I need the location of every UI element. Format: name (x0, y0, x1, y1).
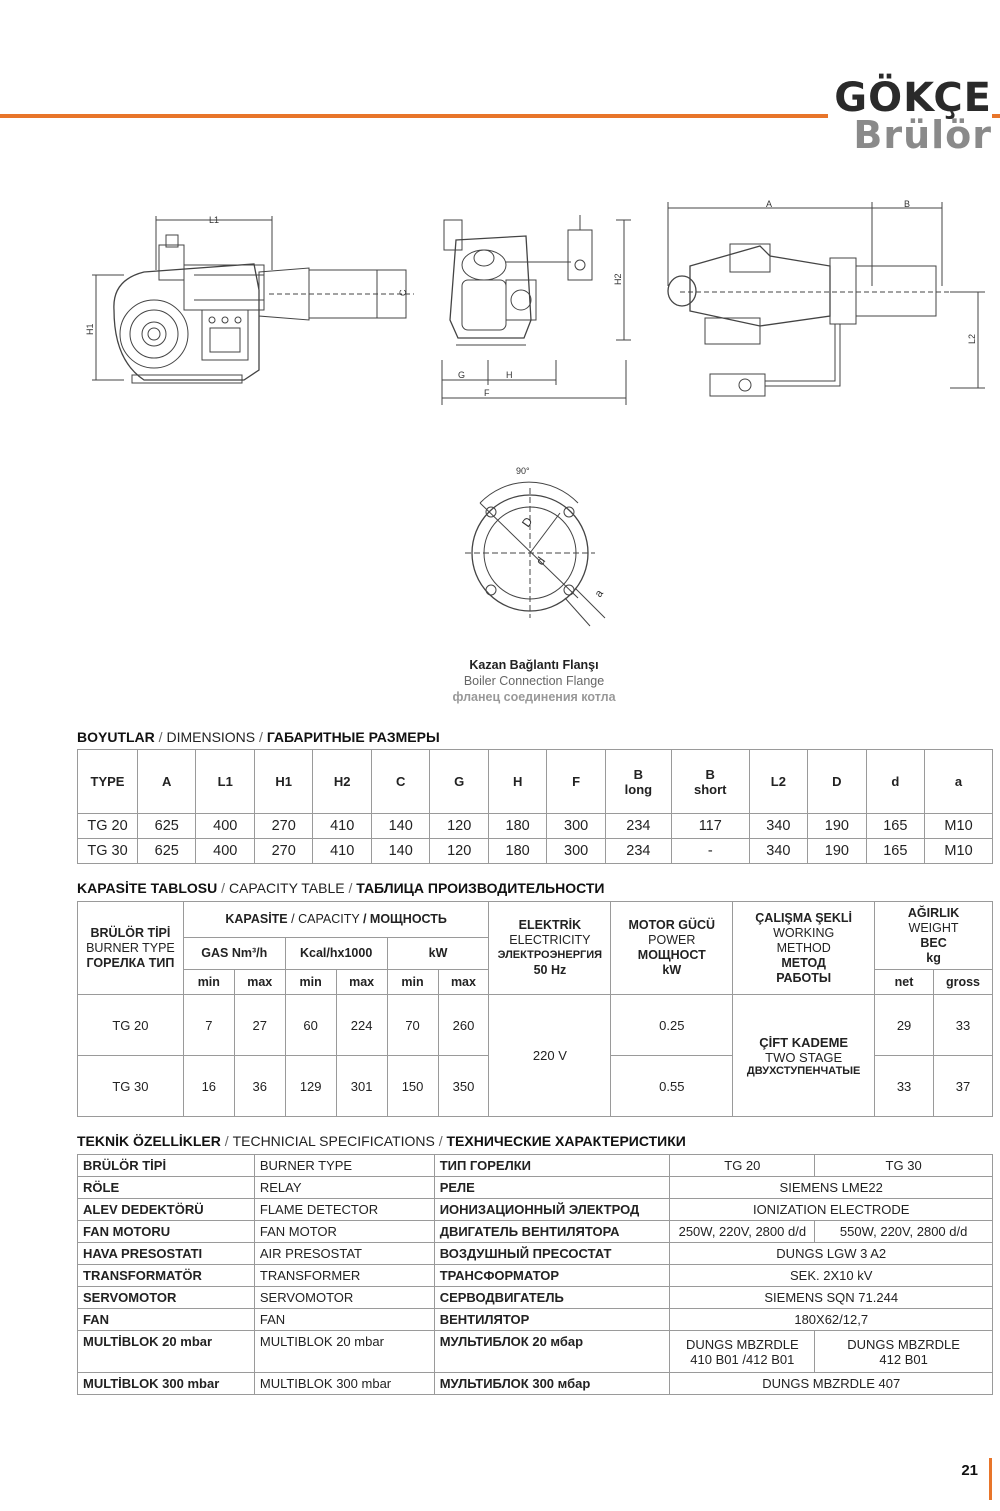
header-cell: H (488, 750, 546, 814)
specs-title: TEKNİK ÖZELLİKLER / TECHNICIAL SPECIFICATIONS / ТЕХНИЧЕСКИЕ ХАРАКТЕРИСТИКИ (77, 1133, 686, 1149)
table-cell: M10 (925, 814, 993, 839)
table-cell: RELAY (254, 1177, 434, 1199)
side-view-drawing (84, 210, 424, 410)
table-cell: FAN (254, 1309, 434, 1331)
table-row (78, 1221, 993, 1243)
burner-type-header: BRÜLÖR TİPİ BURNER TYPE ГОРЕЛКА ТИП (78, 902, 184, 995)
table-row (78, 1155, 993, 1177)
table-cell: 190 (808, 814, 866, 839)
table-cell: 410 (313, 814, 371, 839)
dim-label-h: H (506, 370, 513, 380)
page-number: 21 (961, 1462, 978, 1479)
top-view-drawing (660, 196, 990, 406)
header-cell: A (138, 750, 196, 814)
table-row (78, 1177, 993, 1199)
dimensions-table (77, 749, 993, 864)
table-cell: 60 (285, 995, 336, 1056)
table-cell: SEK. 2X10 kV (670, 1265, 993, 1287)
capacity-header: KAPASİTE / CAPACITY / МОЩНОСТЬ (183, 902, 489, 938)
header-cell: TYPE (78, 750, 138, 814)
table-cell: МУЛЬТИБЛОК 300 мбар (434, 1373, 670, 1395)
table-row (78, 1287, 993, 1309)
table-cell: SERVOMOTOR (254, 1287, 434, 1309)
header-cell-b-short: B short (671, 750, 749, 814)
table-cell: 180 (488, 814, 546, 839)
capacity-title: KAPASİTE TABLOSU / CAPACITY TABLE / ТАБЛИЦА ПРОИЗВОДИТЕЛЬНОСТИ (77, 880, 605, 896)
table-cell: 234 (605, 814, 671, 839)
page-number-accent (989, 1458, 992, 1500)
table-cell: 7 (183, 995, 234, 1056)
flange-a-label: a (592, 587, 606, 600)
kcal-unit-header: Kcal/hx1000 (285, 938, 387, 970)
table-row (78, 995, 993, 1056)
table-cell: min (285, 970, 336, 995)
table-cell: 625 (138, 839, 196, 864)
dim-label-b: B (904, 199, 911, 209)
table-cell: 120 (430, 839, 488, 864)
table-cell: MULTIBLOK 300 mbar (254, 1373, 434, 1395)
table-cell: TG 30 (78, 839, 138, 864)
flange-caption-en: Boiler Connection Flange (463, 674, 605, 688)
table-cell: MULTİBLOK 20 mbar (78, 1331, 255, 1373)
table-cell: СЕРВОДВИГАТЕЛЬ (434, 1287, 670, 1309)
table-cell: 400 (196, 839, 254, 864)
dimensions-title: BOYUTLAR / DIMENSIONS / ГАБАРИТНЫЕ РАЗМЕРЫ (77, 729, 440, 745)
table-row (78, 1243, 993, 1265)
table-cell: FAN MOTORU (78, 1221, 255, 1243)
header-cell: H2 (313, 750, 371, 814)
table-cell: TG 20 (78, 814, 138, 839)
table-cell: FAN MOTOR (254, 1221, 434, 1243)
table-cell: ВОЗДУШНЫЙ ПРЕСОСТАТ (434, 1243, 670, 1265)
table-cell: 33 (933, 995, 992, 1056)
table-cell: AIR PRESOSTAT (254, 1243, 434, 1265)
header-cell: D (808, 750, 866, 814)
table-row (78, 1199, 993, 1221)
table-cell: FAN (78, 1309, 255, 1331)
header-cell-b-long: B long (605, 750, 671, 814)
table-cell: 150 (387, 1056, 438, 1117)
table-cell: ИОНИЗАЦИОННЫЙ ЭЛЕКТРОД (434, 1199, 670, 1221)
table-cell: 410 (313, 839, 371, 864)
header-cell: L2 (749, 750, 807, 814)
table-cell: 270 (254, 839, 312, 864)
table-cell: 190 (808, 839, 866, 864)
table-cell: 27 (234, 995, 285, 1056)
flange-d-large-label: D (518, 514, 536, 530)
front-view-drawing (436, 210, 636, 410)
table-cell: 400 (196, 814, 254, 839)
table-cell: РЕЛЕ (434, 1177, 670, 1199)
table-cell: ДВИГАТЕЛЬ ВЕНТИЛЯТОРА (434, 1221, 670, 1243)
table-cell: 16 (183, 1056, 234, 1117)
dim-label-c: C (398, 289, 408, 296)
table-cell: max (438, 970, 489, 995)
table-cell: TRANSFORMER (254, 1265, 434, 1287)
kw-unit-header: kW (387, 938, 489, 970)
flange-caption-ru: фланец соединения котла (452, 690, 616, 704)
table-cell: 300 (547, 839, 605, 864)
table-cell: TG 30 (815, 1155, 993, 1177)
table-cell: TRANSFORMATÖR (78, 1265, 255, 1287)
dim-label-a: A (766, 199, 773, 209)
weight-header: AĞIRLIK WEIGHT ВЕС kg (875, 902, 993, 970)
table-cell: 29 (875, 995, 934, 1056)
table-row (78, 1265, 993, 1287)
table-cell: 300 (547, 814, 605, 839)
table-cell: 301 (336, 1056, 387, 1117)
table-cell: 0.55 (611, 1056, 733, 1117)
table-cell: 120 (430, 814, 488, 839)
gas-unit-header: GAS Nm³/h (183, 938, 285, 970)
table-cell: 140 (371, 814, 429, 839)
flange-caption (380, 657, 688, 705)
table-cell: TG 20 (670, 1155, 815, 1177)
table-row (78, 1373, 993, 1395)
flange-drawing (460, 458, 630, 648)
table-row (78, 839, 993, 864)
table-row (78, 1309, 993, 1331)
header-cell: L1 (196, 750, 254, 814)
table-cell: TG 20 (78, 995, 184, 1056)
table-cell: HAVA PRESOSTATI (78, 1243, 255, 1265)
table-cell: M10 (925, 839, 993, 864)
dim-label-f: F (484, 388, 490, 398)
table-row (78, 814, 993, 839)
table-cell: 340 (749, 814, 807, 839)
header-cell: F (547, 750, 605, 814)
table-cell: ТИП ГОРЕЛКИ (434, 1155, 670, 1177)
electricity-header: ELEKTRİK ELECTRICITY ЭЛЕКТРОЭНЕРГИЯ 50 Hz (489, 902, 611, 995)
header-cell: C (371, 750, 429, 814)
specs-table (77, 1154, 993, 1395)
table-cell: 224 (336, 995, 387, 1056)
table-cell: 70 (387, 995, 438, 1056)
table-cell: 117 (671, 814, 749, 839)
table-cell: 0.25 (611, 995, 733, 1056)
table-cell: max (336, 970, 387, 995)
flange-d-small-label: d (532, 554, 549, 568)
table-cell: net (875, 970, 934, 995)
table-cell: 625 (138, 814, 196, 839)
table-cell: ALEV DEDEKTÖRÜ (78, 1199, 255, 1221)
table-cell: SIEMENS SQN 71.244 (670, 1287, 993, 1309)
working-method-header: ÇALIŞMA ŞEKLİ WORKING METHOD МЕТОД РАБОТЫ (733, 902, 875, 995)
table-cell: DUNGS LGW 3 A2 (670, 1243, 993, 1265)
header-cell: d (866, 750, 924, 814)
table-cell: 33 (875, 1056, 934, 1117)
flange-caption-tr: Kazan Bağlantı Flanşı (469, 658, 599, 672)
dim-label-l2: L2 (967, 333, 977, 344)
table-cell: 550W, 220V, 2800 d/d (815, 1221, 993, 1243)
table-cell: min (183, 970, 234, 995)
table-cell: ВЕНТИЛЯТОР (434, 1309, 670, 1331)
table-cell: 36 (234, 1056, 285, 1117)
table-cell: gross (933, 970, 992, 995)
table-cell: 37 (933, 1056, 992, 1117)
brand-name: GÖKÇE (828, 78, 992, 118)
dim-label-h2: H2 (613, 273, 623, 285)
table-header-row (78, 750, 993, 814)
table-cell: 250W, 220V, 2800 d/d (670, 1221, 815, 1243)
flange-angle-label: 90° (516, 466, 530, 476)
table-cell: - (671, 839, 749, 864)
table-cell: DUNGS MBZRDLE 407 (670, 1373, 993, 1395)
header-cell: H1 (254, 750, 312, 814)
voltage-cell: 220 V (489, 995, 611, 1117)
table-cell: RÖLE (78, 1177, 255, 1199)
dim-label-l1: L1 (209, 215, 220, 225)
table-cell: 350 (438, 1056, 489, 1117)
table-cell: 340 (749, 839, 807, 864)
table-cell: BURNER TYPE (254, 1155, 434, 1177)
table-cell: MULTİBLOK 300 mbar (78, 1373, 255, 1395)
dim-label-h1: H1 (85, 323, 95, 335)
dim-label-g: G (458, 370, 466, 380)
table-cell: 165 (866, 839, 924, 864)
table-cell: 180 (488, 839, 546, 864)
table-cell: 234 (605, 839, 671, 864)
table-cell: DUNGS MBZRDLE 410 B01 /412 B01 (670, 1331, 815, 1373)
table-cell: 270 (254, 814, 312, 839)
table-cell: BRÜLÖR TİPİ (78, 1155, 255, 1177)
brand-subname: Brülör (853, 113, 992, 157)
table-cell: max (234, 970, 285, 995)
table-cell: DUNGS MBZRDLE 412 B01 (815, 1331, 993, 1373)
table-cell: SERVOMOTOR (78, 1287, 255, 1309)
motor-power-header: MOTOR GÜCÜ POWER МОЩНОСТ kW (611, 902, 733, 995)
stage-cell: ÇİFT KADEME TWO STAGE ДВУХСТУПЕНЧАТЫЕ (733, 995, 875, 1117)
table-cell: МУЛЬТИБЛОК 20 мбар (434, 1331, 670, 1373)
table-cell: 260 (438, 995, 489, 1056)
table-cell: SIEMENS LME22 (670, 1177, 993, 1199)
table-row (78, 1331, 993, 1373)
table-cell: FLAME DETECTOR (254, 1199, 434, 1221)
table-cell: 165 (866, 814, 924, 839)
table-cell: 140 (371, 839, 429, 864)
header-cell: G (430, 750, 488, 814)
table-cell: IONIZATION ELECTRODE (670, 1199, 993, 1221)
brand-logo (828, 75, 992, 157)
capacity-table (77, 901, 993, 1117)
table-row (78, 902, 993, 938)
table-cell: 180X62/12,7 (670, 1309, 993, 1331)
header-cell: a (925, 750, 993, 814)
table-cell: 129 (285, 1056, 336, 1117)
table-cell: min (387, 970, 438, 995)
table-cell: MULTIBLOK 20 mbar (254, 1331, 434, 1373)
table-cell: ТРАНСФОРМАТОР (434, 1265, 670, 1287)
table-cell: TG 30 (78, 1056, 184, 1117)
